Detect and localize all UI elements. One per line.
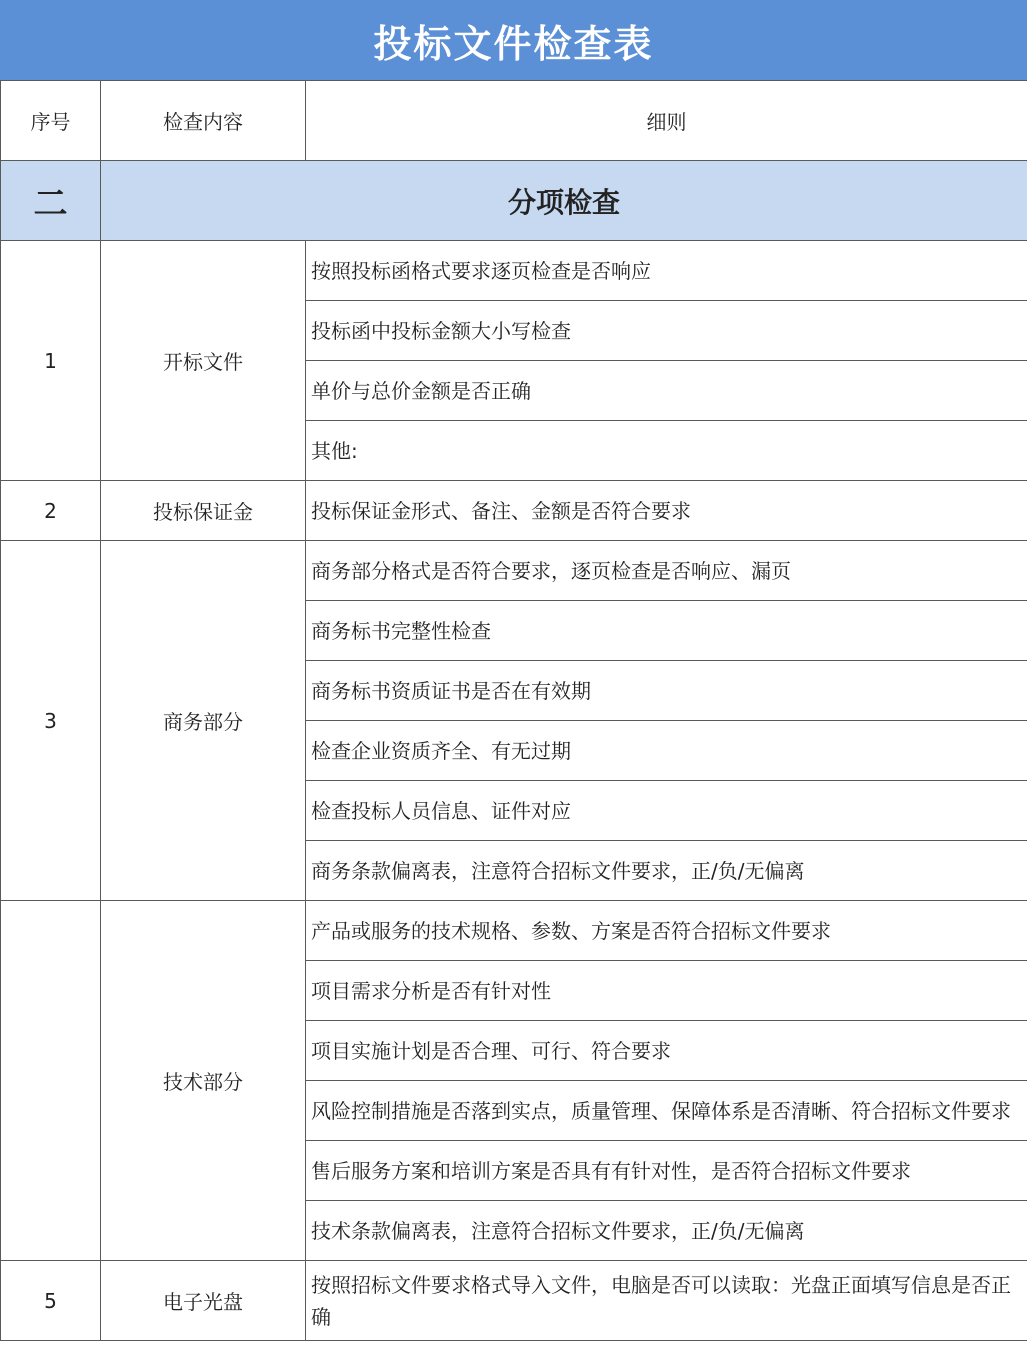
section-row xyxy=(1,161,1027,241)
table-row xyxy=(1,901,1027,961)
check-detail: 项目需求分析是否有针对性 xyxy=(306,961,1027,1021)
check-detail: 按照招标文件要求格式导入文件，电脑是否可以读取：光盘正面填写信息是否正确 xyxy=(306,1261,1027,1341)
row-number: 1 xyxy=(1,241,101,481)
check-detail: 商务部分格式是否符合要求，逐页检查是否响应、漏页 xyxy=(306,541,1027,601)
check-detail: 商务条款偏离表，注意符合招标文件要求，正/负/无偏离 xyxy=(306,841,1027,901)
table-row xyxy=(1,1261,1027,1341)
check-detail: 检查投标人员信息、证件对应 xyxy=(306,781,1027,841)
check-detail: 投标函中投标金额大小写检查 xyxy=(306,301,1027,361)
check-item: 开标文件 xyxy=(101,241,306,481)
check-item: 商务部分 xyxy=(101,541,306,901)
row-number: 5 xyxy=(1,1261,101,1341)
check-detail: 商务标书完整性检查 xyxy=(306,601,1027,661)
page-title: 投标文件检查表 xyxy=(0,0,1027,81)
header-detail: 细则 xyxy=(306,81,1027,161)
check-detail: 单价与总价金额是否正确 xyxy=(306,361,1027,421)
check-item: 电子光盘 xyxy=(101,1261,306,1341)
check-detail: 按照投标函格式要求逐页检查是否响应 xyxy=(306,241,1027,301)
row-number: 2 xyxy=(1,481,101,541)
header-row xyxy=(1,81,1027,161)
check-detail: 技术条款偏离表，注意符合招标文件要求，正/负/无偏离 xyxy=(306,1201,1027,1261)
check-detail: 商务标书资质证书是否在有效期 xyxy=(306,661,1027,721)
check-item: 技术部分 xyxy=(101,901,306,1261)
table-row xyxy=(1,481,1027,541)
check-detail: 售后服务方案和培训方案是否具有有针对性，是否符合招标文件要求 xyxy=(306,1141,1027,1201)
check-detail: 产品或服务的技术规格、参数、方案是否符合招标文件要求 xyxy=(306,901,1027,961)
row-number: 3 xyxy=(1,541,101,901)
check-detail: 其他: xyxy=(306,421,1027,481)
check-detail: 项目实施计划是否合理、可行、符合要求 xyxy=(306,1021,1027,1081)
section-title: 分项检查 xyxy=(101,161,1027,241)
section-number: 二 xyxy=(1,161,101,241)
header-item: 检查内容 xyxy=(101,81,306,161)
check-detail: 检查企业资质齐全、有无过期 xyxy=(306,721,1027,781)
table-row xyxy=(1,541,1027,601)
check-detail: 投标保证金形式、备注、金额是否符合要求 xyxy=(306,481,1027,541)
header-num: 序号 xyxy=(1,81,101,161)
table-row xyxy=(1,241,1027,301)
row-number xyxy=(1,901,101,1261)
check-detail: 风险控制措施是否落到实点，质量管理、保障体系是否清晰、符合招标文件要求 xyxy=(306,1081,1027,1141)
check-item: 投标保证金 xyxy=(101,481,306,541)
checklist-table xyxy=(0,80,1027,1341)
